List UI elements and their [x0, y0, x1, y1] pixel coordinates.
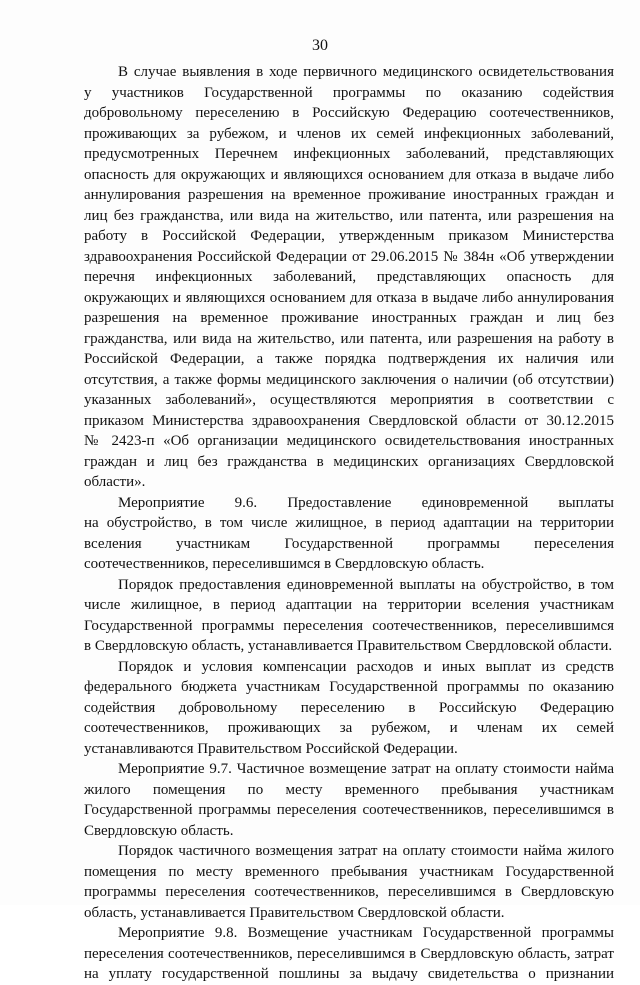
- text-line: соотечественников, проживающих за рубежом, и членам их семей: [84, 720, 614, 736]
- text-line: Мероприятие 9.6. Предоставление единовременной выплаты: [118, 494, 614, 511]
- document-body: [84, 62, 614, 985]
- text-line: на уплату государственной пошлины за выдачу свидетельства о признании: [84, 966, 614, 982]
- text-line: Порядок частичного возмещения затрат на оплату стоимости найма жилого: [118, 843, 614, 859]
- text-line: разрешения на временное проживание иностранных граждан и лиц без: [84, 310, 614, 326]
- text-line: перечня инфекционных заболеваний, представляющих опасность для: [84, 269, 614, 285]
- text-line: жилого помещения по месту временного пребывания участникам: [84, 781, 614, 798]
- text-line: добровольному переселению в Российскую Федерацию соотечественников,: [84, 105, 614, 121]
- text-line: область, устанавливается Правительством Свердловской области.: [84, 904, 505, 921]
- paragraph-p2: [84, 493, 614, 575]
- text-line: Государственной программы переселения соотечественников, переселившимся: [84, 617, 614, 634]
- text-line: граждан и лиц без гражданства в медицинских организациях Свердловской: [84, 453, 614, 470]
- text-line: федерального бюджета участникам Государственной программы по оказанию: [84, 679, 614, 695]
- text-line: № 2423-п «Об организации медицинского освидетельствования иностранных: [84, 433, 614, 449]
- text-line: Мероприятие 9.8. Возмещение участникам Государственной программы: [118, 925, 614, 941]
- paragraph-p7: [84, 923, 614, 985]
- text-line: переселения соотечественников, переселившимся в Свердловскую область, затрат: [84, 945, 614, 962]
- page-number: 30: [312, 37, 328, 54]
- text-line: приказом Министерства здравоохранения Свердловской области от 30.12.2015: [84, 412, 614, 429]
- text-line: Государственной программы переселения соотечественников, переселившимся в: [84, 802, 614, 818]
- text-line: на обустройство, в том числе жилищное, в период адаптации на территории: [84, 515, 614, 531]
- text-line: указанных заболеваний», осуществляются мероприятия в соответствии с: [84, 392, 614, 408]
- text-line: опасность для окружающих и являющихся основанием для отказа в выдаче либо: [84, 166, 614, 183]
- text-line: окружающих и являющихся основанием для отказа в выдаче либо аннулирования: [84, 289, 614, 306]
- text-line: в Свердловскую область, устанавливается Правительством Свердловской области.: [84, 638, 613, 654]
- paragraph-p3: [84, 575, 614, 657]
- paragraph-p4: [84, 657, 614, 760]
- text-line: предусмотренных Перечнем инфекционных заболеваний, представляющих: [84, 146, 614, 162]
- text-line: работу в Российской Федерации, утвержденным приказом Министерства: [84, 228, 614, 244]
- text-line: соотечественников, переселившимся в Свердловскую область.: [84, 556, 485, 572]
- text-line: гражданства, или вида на жительство, или патента, или разрешения на работу в: [84, 330, 614, 347]
- text-line: лиц без гражданства, или вида на жительство, или патента, или разрешения на: [84, 207, 614, 224]
- text-line: Порядок предоставления единовременной выплаты на обустройство, в том: [118, 576, 614, 593]
- paragraph-p5: [84, 759, 614, 841]
- text-line: В случае выявления в ходе первичного медицинского освидетельствования: [118, 64, 614, 80]
- text-line: содействия добровольному переселению в Российскую Федерацию: [84, 699, 614, 716]
- text-line: здравоохранения Российской Федерации от 29.06.2015 № 384н «Об утверждении: [84, 248, 614, 265]
- text-line: числе жилищное, в период адаптации на территории вселения участникам: [84, 597, 614, 613]
- text-line: аннулирования разрешения на временное проживание иностранных граждан и: [84, 187, 614, 203]
- text-line: Российской Федерации, а также порядка подтверждения их наличия или: [84, 351, 614, 367]
- text-line: Порядок и условия компенсации расходов и иных выплат из средств: [118, 658, 614, 675]
- text-line: вселения участникам Государственной программы переселения: [84, 535, 614, 552]
- text-line: помещения по месту временного пребывания участникам Государственной: [84, 863, 614, 880]
- text-line: проживающих за рубежом, и членов их семей инфекционных заболеваний,: [84, 125, 614, 142]
- text-line: Мероприятие 9.7. Частичное возмещение затрат на оплату стоимости найма: [118, 761, 614, 777]
- text-line: у участников Государственной программы по оказанию содействия: [84, 84, 614, 101]
- paragraph-p1: [84, 62, 614, 493]
- text-line: области».: [84, 474, 146, 490]
- text-line: отсутствия, а также формы медицинского заключения о наличии (об отсутствии): [84, 371, 614, 388]
- paragraph-p6: [84, 841, 614, 923]
- text-line: Свердловскую область.: [84, 822, 234, 839]
- text-line: устанавливаются Правительством Российской Федерации.: [84, 740, 458, 757]
- text-line: программы переселения соотечественников, переселившимся в Свердловскую: [84, 884, 614, 900]
